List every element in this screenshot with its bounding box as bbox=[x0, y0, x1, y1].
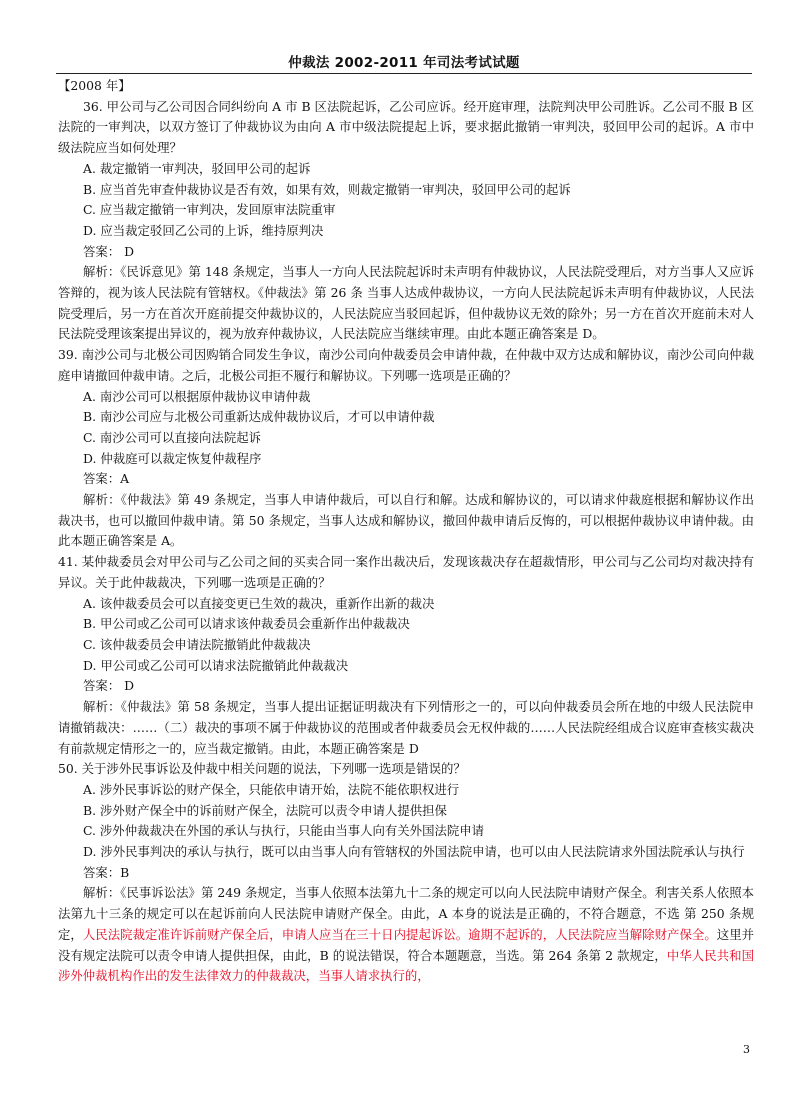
question-41-analysis: 解析：《仲裁法》第 58 条规定，当事人提出证据证明裁决有下列情形之一的，可以向仲裁委员会所在地的中级人民法院申请撤销裁决：……（二）裁决的事项不属于仲裁协议的范围或者仲裁委员会无权仲裁的……人民法院经组成合议庭审查核实裁决有前款规定情形之一的，应当裁定撤销。由此，本题正确答案是 D bbox=[58, 699, 754, 756]
question-41-stem: 41. 某仲裁委员会对甲公司与乙公司之间的买卖合同一案作出裁决后，发现该裁决存在超裁情形，甲公司与乙公司均对裁决持有异议。关于此仲裁裁决，下列哪一选项是正确的？ bbox=[58, 554, 754, 590]
question-41-option-c: C. 该仲裁委员会申请法院撤销此仲裁裁决 bbox=[83, 636, 311, 652]
analysis-text: 这里并没有规定法院可以责令申请人提供担保，由此，B 的说法错误，符合本题题意，当选。第 264 条第 2 款规定， bbox=[58, 926, 755, 963]
question-50-option-b: B. 涉外财产保全中的诉前财产保全，法院可以责令申请人提供担保 bbox=[83, 802, 447, 818]
page-number: 3 bbox=[743, 1043, 750, 1056]
question-39-option-c: C. 南沙公司可以直接向法院起诉 bbox=[83, 429, 261, 445]
question-36-option-b: B. 应当首先审查仲裁协议是否有效，如果有效，则裁定撤销一审判决，驳回甲公司的起诉 bbox=[83, 181, 571, 197]
question-41-option-a: A. 该仲裁委员会可以直接变更已生效的裁决，重新作出新的裁决 bbox=[83, 595, 435, 611]
question-50-option-c: C. 涉外仲裁裁决在外国的承认与执行，只能由当事人向有关外国法院申请 bbox=[83, 823, 485, 839]
question-36-option-c: C. 应当裁定撤销一审判决，发回原审法院重审 bbox=[83, 202, 336, 218]
question-36-analysis: 解析：《民诉意见》第 148 条规定，当事人一方向人民法院起诉时未声明有仲裁协议，人民法院受理后，对方当事人又应诉答辩的，视为该人民法院有管辖权。《仲裁法》第 26 条 当事人达成仲裁协议，一方向人民法院起诉未声明有仲裁协议，人民法院受理后，另一方在首次开庭前提交仲裁协议的，人民法院应当驳回起诉，但仲裁协议无效的除外；另一方在首次开庭前未对人民法院受理该案提出异议的，视为放弃仲裁协议，人民法院应当继续审理。由此本题正确答案是 D。 bbox=[58, 264, 754, 342]
question-41-option-b: B. 甲公司或乙公司可以请求该仲裁委员会重新作出仲裁裁决 bbox=[83, 616, 410, 632]
question-39-analysis: 解析：《仲裁法》第 49 条规定，当事人申请仲裁后，可以自行和解。达成和解协议的，可以请求仲裁庭根据和解协议作出裁决书，也可以撤回仲裁申请。第 50 条规定，当事人达成和解协议，撤回仲裁申请后反悔的，可以根据仲裁协议申请仲裁。由此本题正确答案是 A。 bbox=[58, 492, 754, 549]
question-39-option-d: D. 仲裁庭可以裁定恢复仲裁程序 bbox=[83, 450, 262, 466]
question-50-answer: 答案：B bbox=[83, 864, 130, 880]
question-36-option-d: D. 应当裁定驳回乙公司的上诉，维持原判决 bbox=[83, 222, 324, 238]
question-36-option-a: A. 裁定撤销一审判决，驳回甲公司的起诉 bbox=[83, 160, 311, 176]
question-50-analysis bbox=[58, 883, 754, 987]
question-50-option-d: D. 涉外民事判决的承认与执行，既可以由当事人向有管辖权的外国法院申请，也可以由人民法院请求外国法院承认与执行 bbox=[83, 844, 745, 860]
document-header-title: 仲裁法 2002-2011 年司法考试试题 bbox=[288, 55, 520, 71]
question-41-option-d: D. 甲公司或乙公司可以请求法院撤销此仲裁裁决 bbox=[83, 657, 349, 673]
header-divider bbox=[56, 73, 752, 74]
analysis-highlight-text: 中华人民共和国涉外仲裁机构作出的发生法律效力的仲裁裁决，当事人请求执行的， bbox=[58, 947, 755, 984]
question-50-option-a: A. 涉外民事诉讼的财产保全，只能依申请开始，法院不能依职权进行 bbox=[83, 781, 460, 797]
analysis-highlight-text: 人民法院裁定准许诉前财产保全后，申请人应当在三十日内提起诉讼。逾期不起诉的，人民法院应当解除财产保全。 bbox=[82, 926, 717, 942]
question-36-answer: 答案： D bbox=[83, 243, 135, 259]
question-41-answer: 答案： D bbox=[83, 678, 135, 694]
question-39-stem: 39. 南沙公司与北极公司因购销合同发生争议，南沙公司向仲裁委员会申请仲裁，在仲裁中双方达成和解协议，南沙公司向仲裁庭申请撤回仲裁申请。之后，北极公司拒不履行和解协议。下列哪一选项是正确的？ bbox=[58, 347, 754, 383]
year-label: 【2008 年】 bbox=[58, 78, 131, 93]
analysis-text: 解析：《民事诉讼法》第 249 条规定，当事人依照本法第九十二条的规定可以向人民法院申请财产保全。利害关系人依照本法第九十三条的规定可以在起诉前向人民法院申请财产保全。由此，A 本身的说法是正确的，不符合题意，不选 第 250 条规定， bbox=[58, 885, 754, 942]
question-39-option-a: A. 南沙公司可以根据原仲裁协议申请仲裁 bbox=[83, 388, 311, 404]
question-36-stem: 36. 甲公司与乙公司因合同纠纷向 A 市 B 区法院起诉，乙公司应诉。经开庭审理，法院判决甲公司胜诉。乙公司不服 B 区法院的一审判决，以双方签订了仲裁协议为由向 A 市中级法院提起上诉，要求据此撤销一审判决，驳回甲公司的起诉。A 市中级法院应当如何处理？ bbox=[58, 98, 754, 156]
question-50-stem: 50. 关于涉外民事诉讼及仲裁中相关问题的说法，下列哪一选项是错误的？ bbox=[58, 761, 466, 777]
document-body bbox=[58, 76, 754, 987]
question-39-option-b: B. 南沙公司应与北极公司重新达成仲裁协议后，才可以申请仲裁 bbox=[83, 409, 435, 425]
question-39-answer: 答案：A bbox=[83, 471, 130, 487]
